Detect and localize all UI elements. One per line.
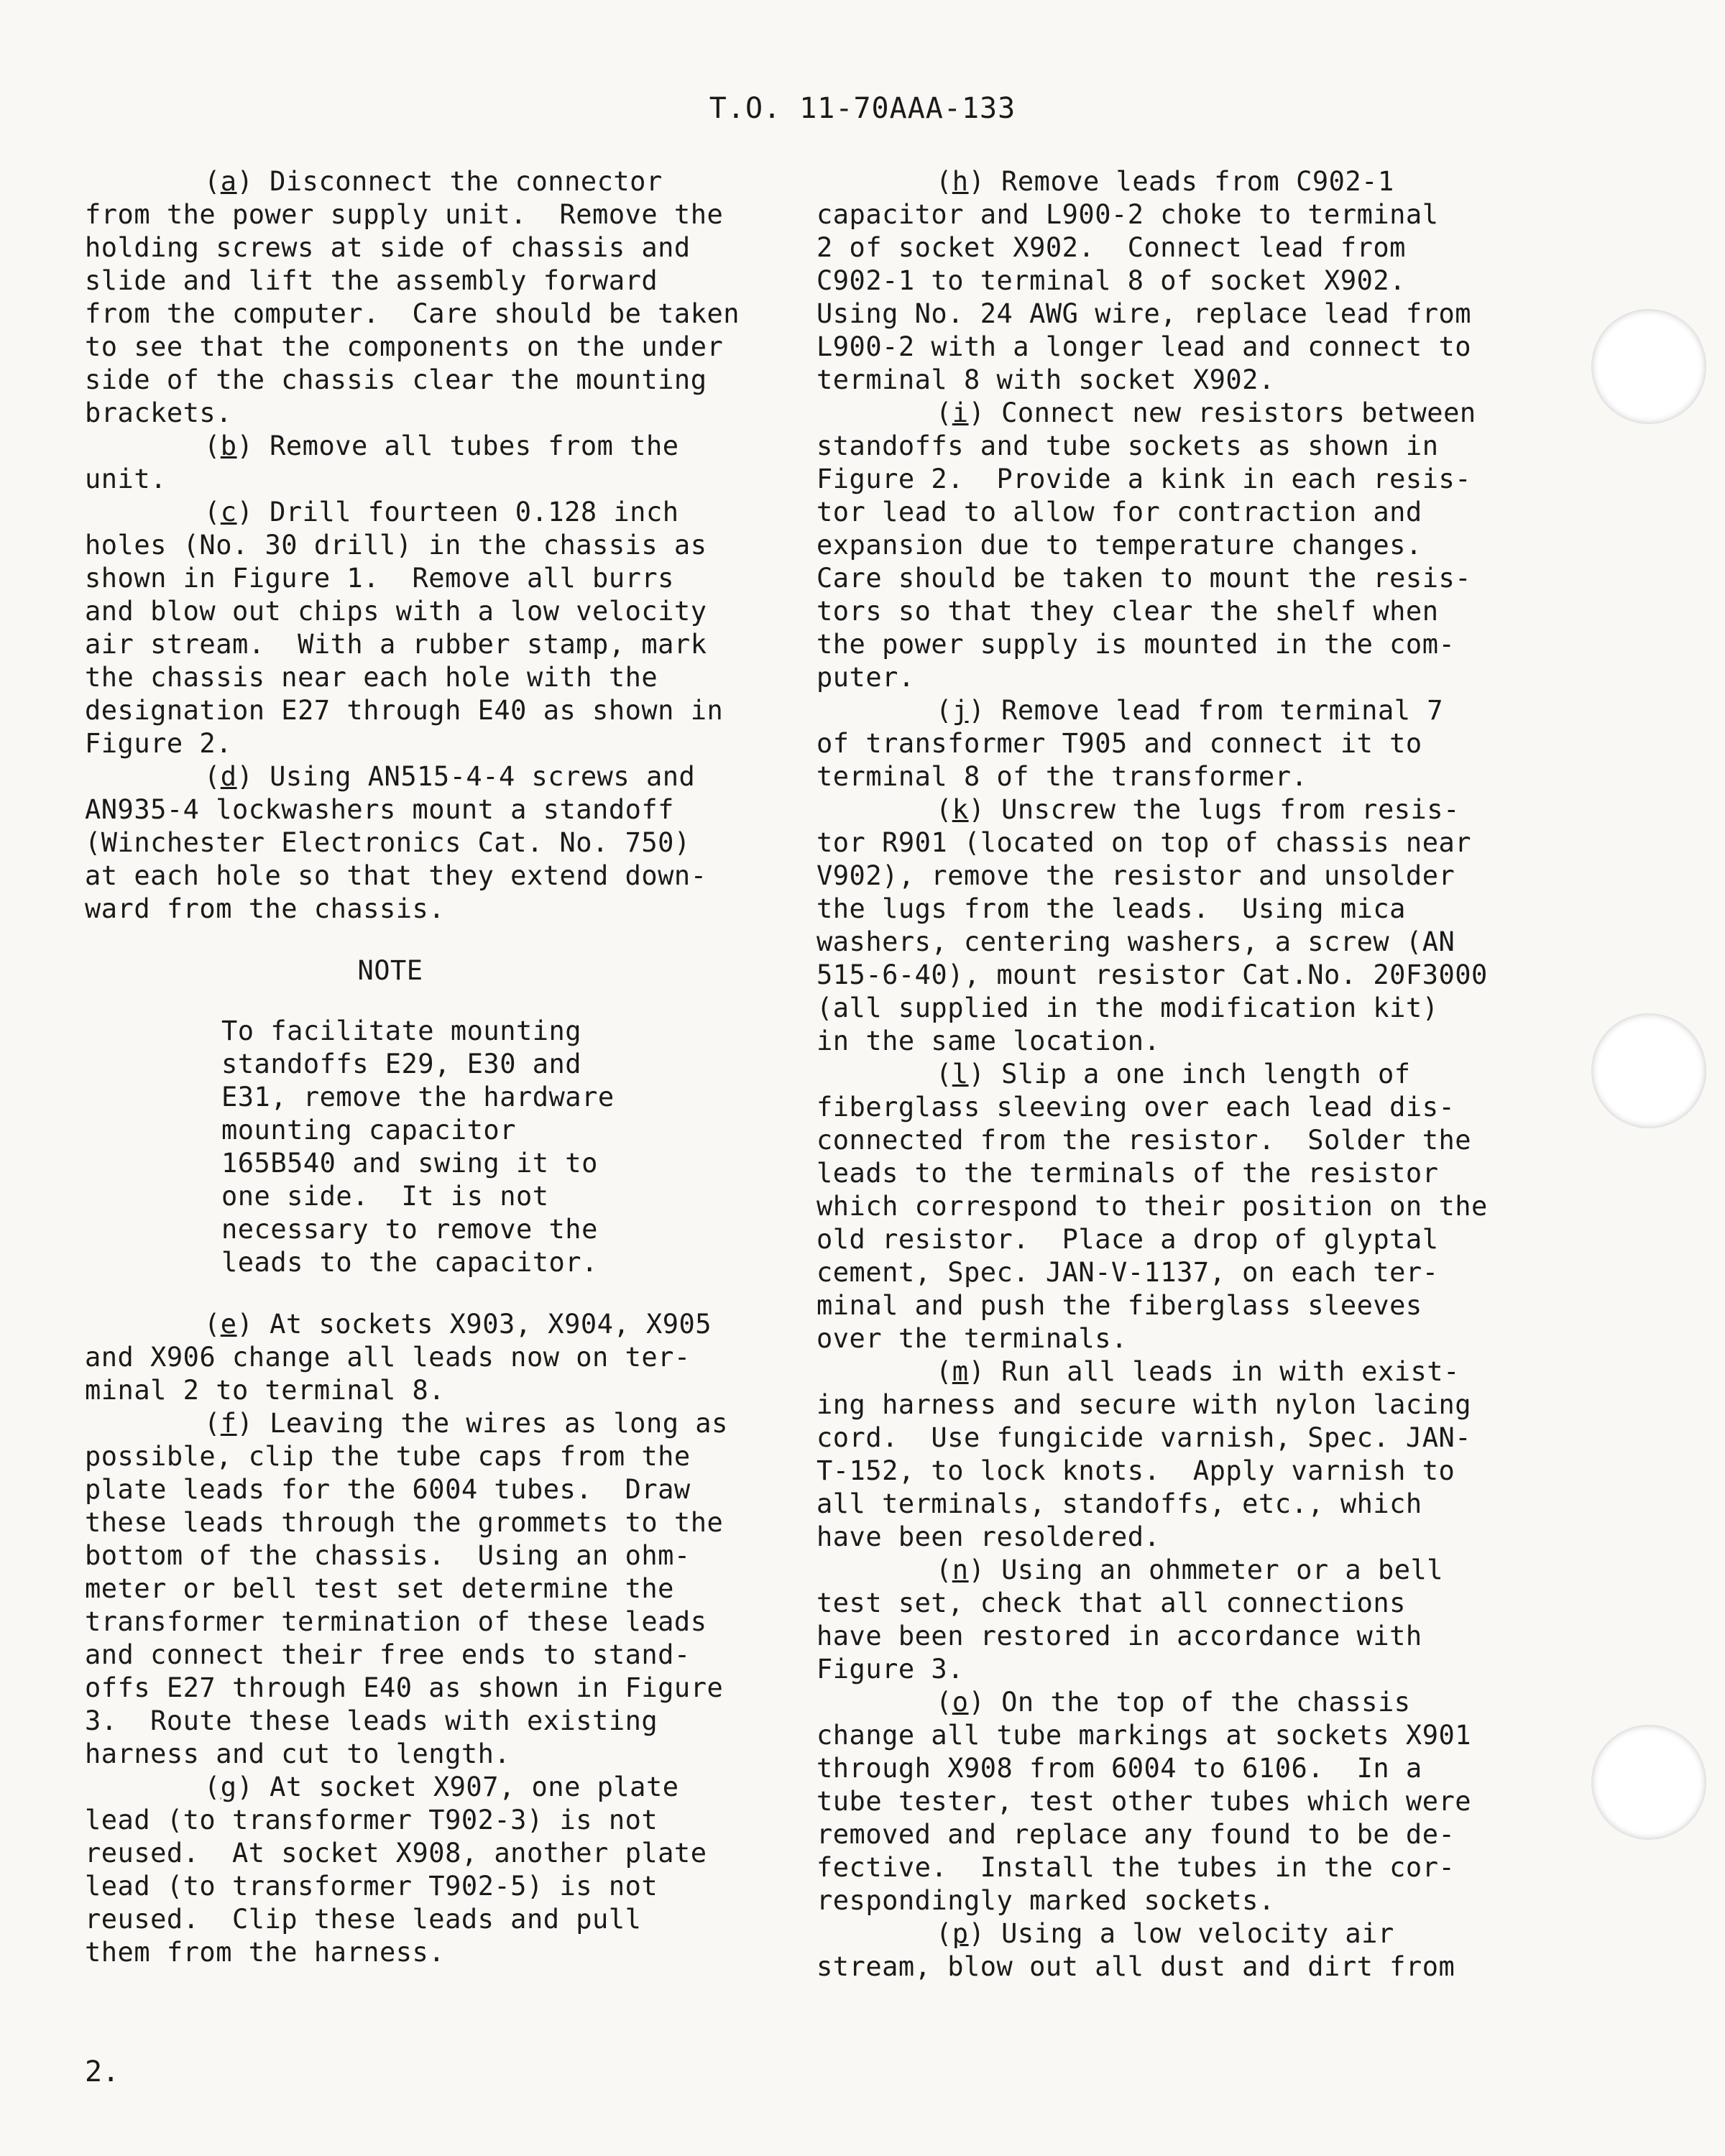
step-line: side of the chassis clear the mounting [85, 364, 707, 395]
left-steps [85, 165, 811, 926]
step-d [85, 760, 811, 926]
step-line: which correspond to their position on the [816, 1191, 1488, 1222]
step-label: o [952, 1687, 969, 1718]
note-line: necessary to remove the [221, 1214, 598, 1245]
note-title: NOTE [357, 955, 423, 986]
step-j [816, 694, 1535, 793]
step-o [816, 1686, 1535, 1917]
step-line: T-152, to lock knots. Apply varnish to [816, 1455, 1455, 1486]
step-line: V902), remove the resistor and unsolder [816, 860, 1455, 891]
binder-hole [1591, 309, 1706, 424]
step-label: e [220, 1309, 237, 1340]
document-number: T.O. 11-70AAA-133 [709, 92, 1016, 125]
left-column [85, 165, 811, 1969]
step-line: (l) Slip a one inch length of [936, 1059, 1411, 1089]
step-line: them from the harness. [85, 1937, 446, 1968]
step-line: from the computer. Care should be taken [85, 298, 740, 329]
step-label: f [220, 1408, 237, 1439]
step-label: k [952, 794, 969, 825]
step-label: a [220, 166, 237, 197]
step-line: 515-6-40), mount resistor Cat.No. 20F3000 [816, 959, 1488, 990]
step-line: in the same location. [816, 1026, 1161, 1056]
step-line: (c) Drill fourteen 0.128 inch [204, 497, 679, 528]
left-steps-after [85, 1308, 811, 1969]
step-line: (h) Remove leads from C902-1 [936, 166, 1394, 197]
step-line: expansion due to temperature changes. [816, 530, 1422, 561]
step-line: all terminals, standoffs, etc., which [816, 1488, 1422, 1519]
step-line: the power supply is mounted in the com- [816, 629, 1455, 660]
step-i [816, 397, 1535, 694]
note-line: mounting capacitor [221, 1115, 516, 1146]
step-line: air stream. With a rubber stamp, mark [85, 629, 707, 660]
note-body [221, 1015, 739, 1279]
step-line: L900-2 with a longer lead and connect to [816, 331, 1472, 362]
step-line: ing harness and secure with nylon lacing [816, 1389, 1472, 1420]
step-label: p [952, 1918, 969, 1949]
step-line: have been resoldered. [816, 1521, 1161, 1552]
step-line: offs E27 through E40 as shown in Figure [85, 1672, 724, 1703]
step-line: reused. Clip these leads and pull [85, 1904, 642, 1935]
step-line: change all tube markings at sockets X901 [816, 1720, 1472, 1751]
step-line: the chassis near each hole with the [85, 662, 658, 693]
step-b [85, 430, 811, 496]
step-line: Figure 2. [85, 728, 232, 759]
step-g [85, 1771, 811, 1969]
step-f [85, 1407, 811, 1771]
step-line: cord. Use fungicide varnish, Spec. JAN- [816, 1422, 1472, 1453]
step-p [816, 1917, 1535, 1984]
step-line: Figure 3. [816, 1654, 964, 1685]
step-line: test set, check that all connections [816, 1588, 1406, 1618]
step-label: j [952, 695, 969, 726]
step-label: m [952, 1356, 969, 1387]
note-line: one side. It is not [221, 1181, 549, 1212]
note-line: 165B540 and swing it to [221, 1148, 598, 1179]
step-label: n [952, 1554, 969, 1585]
note-line: To facilitate mounting [221, 1015, 582, 1046]
step-label: h [952, 166, 969, 197]
right-column [816, 165, 1535, 1984]
step-line: capacitor and L900-2 choke to terminal [816, 199, 1439, 230]
step-label: l [952, 1059, 969, 1089]
step-line: (m) Run all leads in with exist- [936, 1356, 1460, 1387]
step-line: fiberglass sleeving over each lead dis- [816, 1092, 1455, 1123]
step-line: and connect their free ends to stand- [85, 1639, 691, 1670]
step-line: holding screws at side of chassis and [85, 232, 691, 263]
step-line: shown in Figure 1. Remove all burrs [85, 563, 674, 594]
step-label: d [220, 761, 237, 792]
step-line: puter. [816, 662, 915, 693]
step-line: ward from the chassis. [85, 893, 446, 924]
step-line: (p) Using a low velocity air [936, 1918, 1394, 1949]
step-line: from the power supply unit. Remove the [85, 199, 724, 230]
step-line: of transformer T905 and connect it to [816, 728, 1422, 759]
step-line: washers, centering washers, a screw (AN [816, 926, 1455, 957]
step-line: slide and lift the assembly forward [85, 265, 658, 296]
step-line: (i) Connect new resistors between [936, 397, 1476, 428]
step-line: (j) Remove lead from terminal 7 [936, 695, 1444, 726]
step-line: (all supplied in the modification kit) [816, 992, 1439, 1023]
binder-hole [1591, 1013, 1706, 1128]
step-line: connected from the resistor. Solder the [816, 1125, 1472, 1156]
step-line: through X908 from 6004 to 6106. In a [816, 1753, 1422, 1784]
step-line: and blow out chips with a low velocity [85, 596, 707, 627]
step-label: g [220, 1772, 237, 1802]
step-h [816, 165, 1535, 397]
step-line: unit. [85, 464, 167, 494]
page-number: 2. [85, 2055, 120, 2088]
right-steps [816, 165, 1535, 1984]
step-line: cement, Spec. JAN-V-1137, on each ter- [816, 1257, 1439, 1288]
step-label: c [220, 497, 237, 528]
step-line: over the terminals. [816, 1323, 1128, 1354]
step-line: (k) Unscrew the lugs from resis- [936, 794, 1460, 825]
step-line: fective. Install the tubes in the cor- [816, 1852, 1455, 1883]
binder-hole [1591, 1725, 1706, 1840]
step-line: (g) At socket X907, one plate [204, 1772, 679, 1802]
step-line: (f) Leaving the wires as long as [204, 1408, 728, 1439]
note-line: leads to the capacitor. [221, 1247, 598, 1278]
step-a [85, 165, 811, 430]
step-line: (Winchester Electronics Cat. No. 750) [85, 827, 691, 858]
step-line: have been restored in accordance with [816, 1621, 1422, 1651]
step-line: removed and replace any found to be de- [816, 1819, 1455, 1850]
step-line: at each hole so that they extend down- [85, 860, 707, 891]
step-line: (b) Remove all tubes from the [204, 430, 679, 461]
step-line: standoffs and tube sockets as shown in [816, 430, 1439, 461]
step-line: 2 of socket X902. Connect lead from [816, 232, 1406, 263]
step-line: Using No. 24 AWG wire, replace lead from [816, 298, 1472, 329]
step-line: (a) Disconnect the connector [204, 166, 663, 197]
step-n [816, 1554, 1535, 1686]
step-line: reused. At socket X908, another plate [85, 1838, 707, 1869]
step-line: brackets. [85, 397, 232, 428]
step-line: the lugs from the leads. Using mica [816, 893, 1406, 924]
step-line: terminal 8 with socket X902. [816, 364, 1275, 395]
step-line: leads to the terminals of the resistor [816, 1158, 1439, 1189]
step-line: old resistor. Place a drop of glyptal [816, 1224, 1439, 1255]
step-line: (n) Using an ohmmeter or a bell [936, 1554, 1444, 1585]
step-line: tors so that they clear the shelf when [816, 596, 1439, 627]
step-line: plate leads for the 6004 tubes. Draw [85, 1474, 691, 1505]
step-line: tube tester, test other tubes which were [816, 1786, 1472, 1817]
step-line: minal and push the fiberglass sleeves [816, 1290, 1422, 1321]
step-line: and X906 change all leads now on ter- [85, 1342, 691, 1373]
step-k [816, 793, 1535, 1058]
step-line: designation E27 through E40 as shown in [85, 695, 724, 726]
note-line: standoffs E29, E30 and [221, 1049, 582, 1079]
step-l [816, 1058, 1535, 1355]
step-line: (d) Using AN515-4-4 screws and [204, 761, 696, 792]
step-line: respondingly marked sockets. [816, 1885, 1275, 1916]
step-line: Care should be taken to mount the resis- [816, 563, 1472, 594]
step-line: Figure 2. Provide a kink in each resis- [816, 464, 1472, 494]
step-line: tor R901 (located on top of chassis near [816, 827, 1472, 858]
step-line: (o) On the top of the chassis [936, 1687, 1411, 1718]
note-line: E31, remove the hardware [221, 1082, 615, 1112]
step-line: harness and cut to length. [85, 1738, 511, 1769]
step-line: lead (to transformer T902-5) is not [85, 1871, 658, 1902]
step-line: (e) At sockets X903, X904, X905 [204, 1309, 712, 1340]
step-line: meter or bell test set determine the [85, 1573, 674, 1604]
step-line: holes (No. 30 drill) in the chassis as [85, 530, 707, 561]
step-line: minal 2 to terminal 8. [85, 1375, 446, 1406]
step-line: lead (to transformer T902-3) is not [85, 1805, 658, 1835]
step-line: stream, blow out all dust and dirt from [816, 1951, 1455, 1982]
step-line: these leads through the grommets to the [85, 1507, 724, 1538]
step-line: possible, clip the tube caps from the [85, 1441, 691, 1472]
step-line: to see that the components on the under [85, 331, 724, 362]
step-m [816, 1355, 1535, 1554]
step-line: AN935-4 lockwashers mount a standoff [85, 794, 674, 825]
step-label: b [220, 430, 237, 461]
step-e [85, 1308, 811, 1407]
step-line: tor lead to allow for contraction and [816, 497, 1422, 528]
step-line: transformer termination of these leads [85, 1606, 707, 1637]
step-line: 3. Route these leads with existing [85, 1705, 658, 1736]
step-line: terminal 8 of the transformer. [816, 761, 1308, 792]
step-line: C902-1 to terminal 8 of socket X902. [816, 265, 1406, 296]
step-line: bottom of the chassis. Using an ohm- [85, 1540, 691, 1571]
step-c [85, 496, 811, 760]
step-label: i [952, 397, 969, 428]
